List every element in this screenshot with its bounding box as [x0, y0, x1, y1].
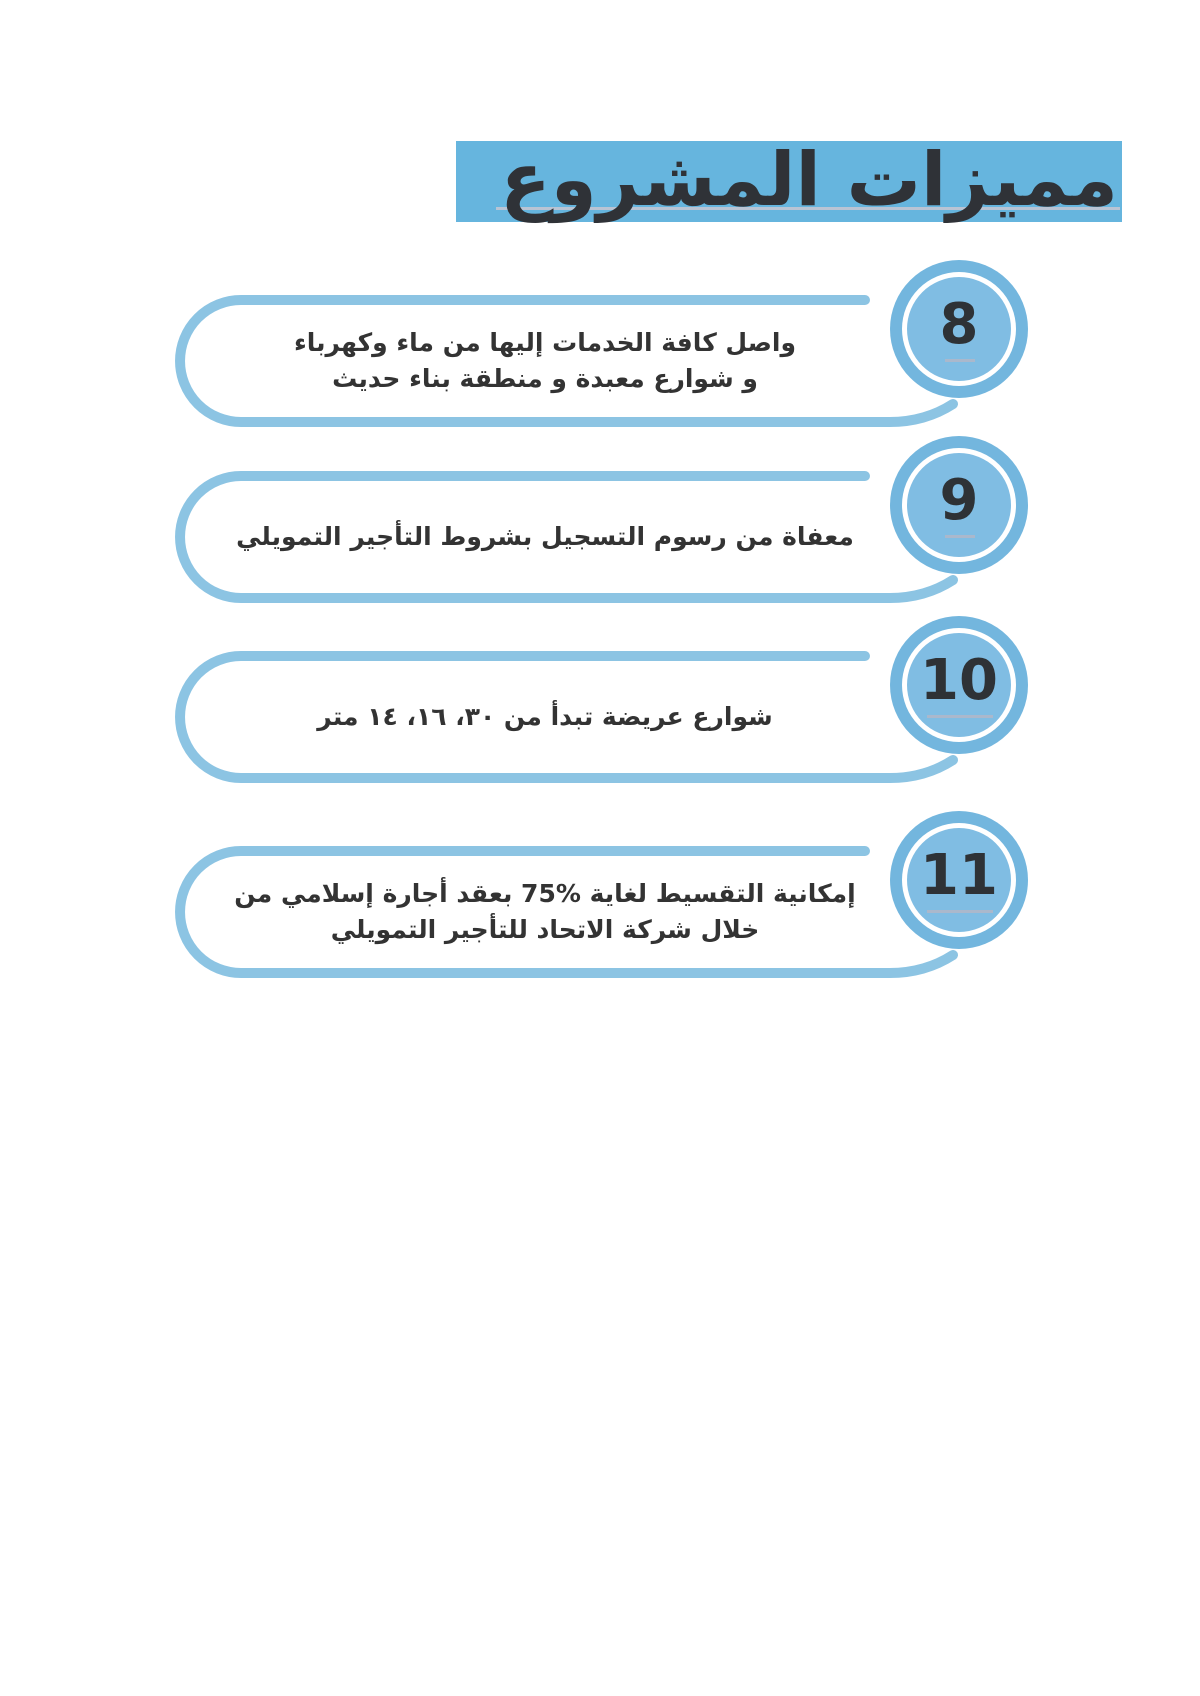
page-title: مميزات المشروع [500, 137, 1118, 223]
feature-number: 9 [939, 468, 979, 533]
feature-line: إمكانية التقسيط لغاية %75 بعقد أجارة إسلامي من [234, 879, 856, 908]
number-badge-11 [890, 811, 1028, 949]
number-badge-9 [890, 436, 1028, 574]
feature-text [215, 290, 875, 432]
feature-number: 11 [920, 843, 998, 908]
number-underline [945, 359, 975, 362]
number-badge-10 [890, 616, 1028, 754]
number-underline [927, 910, 993, 913]
title-banner [456, 137, 1122, 223]
feature-line: معفاة من رسوم التسجيل بشروط التأجير التمويلي [236, 522, 854, 551]
feature-text [215, 646, 875, 788]
feature-text [215, 466, 875, 608]
number-underline [927, 715, 993, 718]
feature-line: واصل كافة الخدمات إليها من ماء وكهرباء [293, 328, 797, 357]
number-underline [945, 535, 975, 538]
feature-number: 10 [920, 648, 998, 713]
feature-text [215, 841, 875, 983]
number-badge-8 [890, 260, 1028, 398]
feature-line: خلال شركة الاتحاد للتأجير التمويلي [330, 915, 760, 944]
feature-number: 8 [939, 292, 979, 357]
feature-line: و شوارع معبدة و منطقة بناء حديث [332, 364, 758, 393]
feature-line: شوارع عريضة تبدأ من ٣٠، ١٦، ١٤ متر [317, 702, 773, 731]
